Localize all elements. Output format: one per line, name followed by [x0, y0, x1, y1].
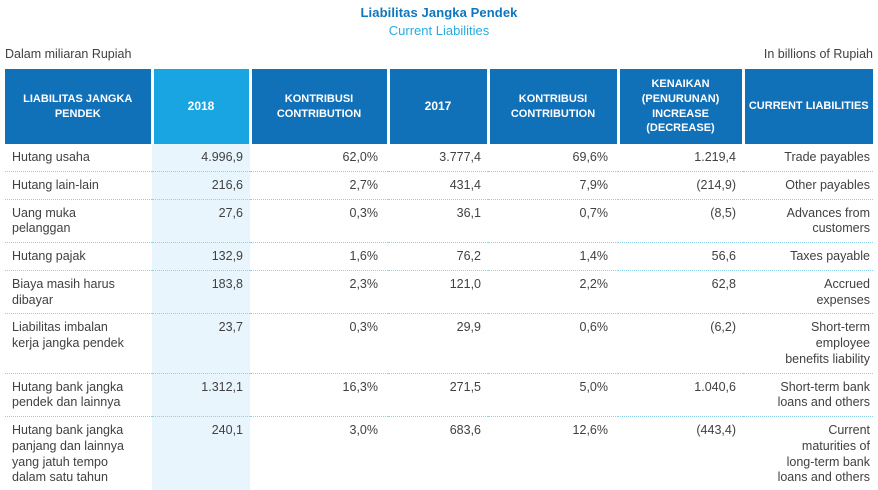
cell-label-en: Short-term employee benefits liability [743, 314, 873, 373]
page-subtitle: Current Liabilities [388, 23, 490, 38]
table-row [5, 270, 873, 314]
current-liabilities-table [5, 69, 873, 490]
cell-2017-value: 431,4 [388, 171, 488, 199]
cell-2017-value: 36,1 [388, 199, 488, 243]
table-row [5, 417, 873, 490]
cell-label-id: Hutang usaha [5, 144, 152, 171]
col-header-kontribusi-2017: KONTRIBUSI CONTRIBUTION [488, 69, 618, 144]
unit-note-indonesian: Dalam miliaran Rupiah [5, 47, 132, 61]
cell-2018-contribution: 0,3% [250, 199, 388, 243]
cell-2017-value: 29,9 [388, 314, 488, 373]
cell-change: 1.040,6 [618, 373, 743, 417]
cell-2018-contribution: 16,3% [250, 373, 388, 417]
cell-2018-contribution: 2,7% [250, 171, 388, 199]
unit-notes-row [0, 47, 878, 61]
cell-2018-contribution: 0,3% [250, 314, 388, 373]
cell-2018-value: 27,6 [152, 199, 250, 243]
cell-2017-value: 683,6 [388, 417, 488, 490]
cell-2018-contribution: 1,6% [250, 243, 388, 271]
table-body [5, 144, 873, 490]
page-title: Liabilitas Jangka Pendek [360, 5, 518, 20]
cell-label-id: Hutang bank jangka pendek dan lainnya [5, 373, 152, 417]
table-row [5, 373, 873, 417]
col-header-kontribusi-2018: KONTRIBUSI CONTRIBUTION [250, 69, 388, 144]
cell-label-en: Other payables [743, 171, 873, 199]
cell-label-en: Taxes payable [743, 243, 873, 271]
cell-2017-value: 121,0 [388, 270, 488, 314]
cell-2017-contribution: 12,6% [488, 417, 618, 490]
cell-2017-contribution: 7,9% [488, 171, 618, 199]
cell-label-en: Trade payables [743, 144, 873, 171]
table-row [5, 314, 873, 373]
cell-2017-contribution: 0,7% [488, 199, 618, 243]
cell-2018-value: 23,7 [152, 314, 250, 373]
cell-change: (6,2) [618, 314, 743, 373]
cell-2017-value: 76,2 [388, 243, 488, 271]
cell-change: (443,4) [618, 417, 743, 490]
cell-change: 56,6 [618, 243, 743, 271]
cell-label-en: Accrued expenses [743, 270, 873, 314]
cell-label-en: Short-term bank loans and others [743, 373, 873, 417]
cell-2017-value: 3.777,4 [388, 144, 488, 171]
table-row [5, 199, 873, 243]
cell-2018-value: 4.996,9 [152, 144, 250, 171]
cell-label-en: Advances from customers [743, 199, 873, 243]
col-header-current-liabilities: CURRENT LIABILITIES [743, 69, 873, 144]
cell-2018-value: 240,1 [152, 417, 250, 490]
table-header [5, 69, 873, 144]
cell-2018-value: 1.312,1 [152, 373, 250, 417]
cell-2018-value: 216,6 [152, 171, 250, 199]
cell-change: (8,5) [618, 199, 743, 243]
col-header-liabilitas-jangka-pendek: LIABILITAS JANGKA PENDEK [5, 69, 152, 144]
cell-change: (214,9) [618, 171, 743, 199]
cell-2018-contribution: 2,3% [250, 270, 388, 314]
cell-2017-contribution: 69,6% [488, 144, 618, 171]
cell-2017-contribution: 5,0% [488, 373, 618, 417]
cell-2018-value: 132,9 [152, 243, 250, 271]
cell-2017-contribution: 0,6% [488, 314, 618, 373]
cell-change: 62,8 [618, 270, 743, 314]
unit-note-english: In billions of Rupiah [763, 47, 873, 61]
cell-label-id: Liabilitas imbalan kerja jangka pendek [5, 314, 152, 373]
cell-2017-contribution: 1,4% [488, 243, 618, 271]
col-header-2018: 2018 [152, 69, 250, 144]
cell-label-id: Hutang pajak [5, 243, 152, 271]
table-row [5, 171, 873, 199]
cell-label-id: Biaya masih harus dibayar [5, 270, 152, 314]
cell-change: 1.219,4 [618, 144, 743, 171]
cell-label-id: Hutang bank jangka panjang dan lainnya yang jatuh tempo dalam satu tahun [5, 417, 152, 490]
cell-label-en: Current maturities of long-term bank loans and others [743, 417, 873, 490]
cell-2017-contribution: 2,2% [488, 270, 618, 314]
cell-2018-contribution: 62,0% [250, 144, 388, 171]
col-header-kenaikan-penurunan: KENAIKAN (PENURUNAN) INCREASE (DECREASE) [618, 69, 743, 144]
cell-2018-value: 183,8 [152, 270, 250, 314]
cell-2017-value: 271,5 [388, 373, 488, 417]
cell-label-id: Hutang lain-lain [5, 171, 152, 199]
table-row [5, 144, 873, 171]
cell-2018-contribution: 3,0% [250, 417, 388, 490]
table-row [5, 243, 873, 271]
col-header-2017: 2017 [388, 69, 488, 144]
header-row [5, 69, 873, 144]
cell-label-id: Uang muka pelanggan [5, 199, 152, 243]
